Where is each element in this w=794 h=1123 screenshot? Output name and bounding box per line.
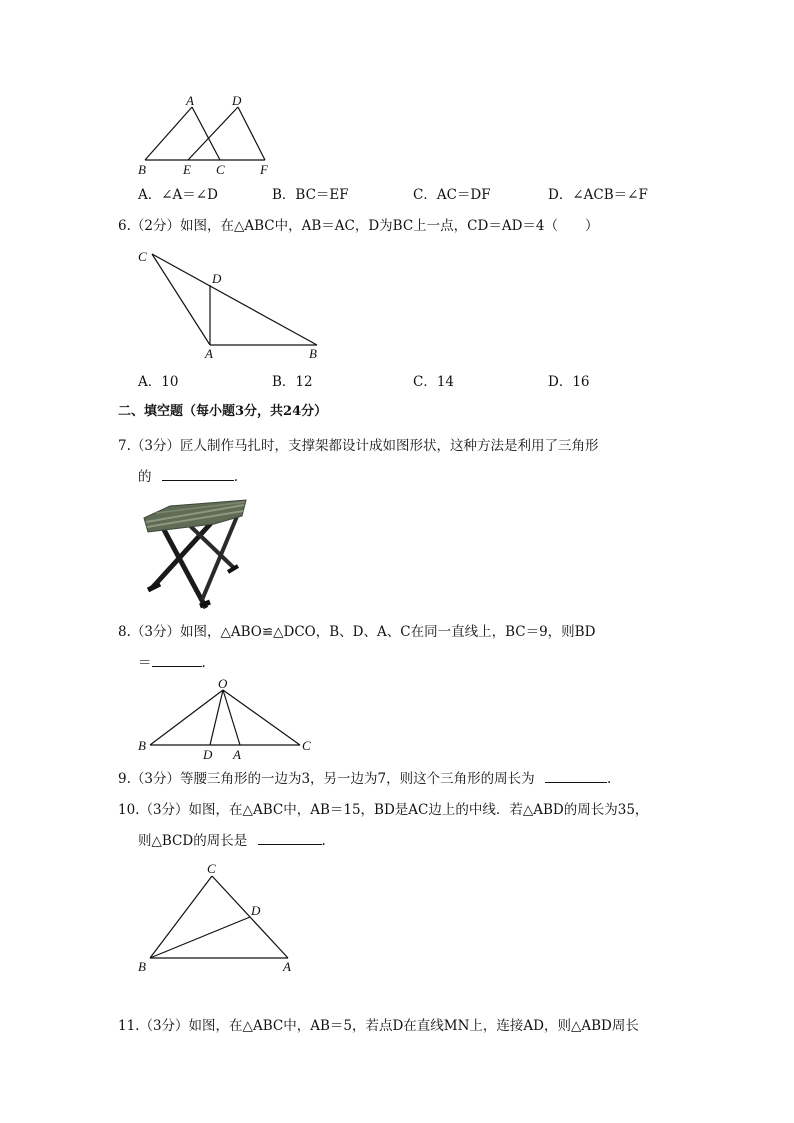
stool-leg-2	[152, 522, 212, 588]
q8-label-c: C	[302, 738, 311, 753]
q10-prefix: 则△BCD的周长是	[138, 833, 248, 849]
q5-line-df	[238, 107, 265, 160]
q5-label-d: D	[232, 93, 242, 108]
q10-question-line1: 10.（3分）如图，在△ABC中，AB＝15，BD是AC边上的中线．若△ABD的周长为35，	[118, 802, 649, 818]
q10-label-b: B	[138, 959, 146, 974]
q8-suffix: .	[201, 655, 206, 671]
q5-option-d: D．∠ACB＝∠F	[548, 187, 648, 203]
q7-suffix: .	[233, 469, 239, 485]
q7-prefix: 的	[138, 469, 152, 485]
q5-label-c: C	[216, 162, 225, 177]
q8-label-o: O	[218, 676, 228, 691]
q9-question	[118, 768, 611, 789]
q8-line-oc	[223, 690, 300, 745]
q5-line-de	[188, 107, 238, 160]
q11-question: 11.（3分）如图，在△ABC中，AB＝5，若点D在直线MN上，连接AD，则△ABD周长	[118, 1018, 639, 1034]
q5-option-a: A．∠A＝∠D	[138, 187, 218, 203]
q5-label-f: F	[260, 162, 268, 177]
q5-label-e: E	[183, 162, 191, 177]
q6-label-b: B	[309, 346, 317, 361]
q10-answer-blank[interactable]	[258, 830, 322, 845]
q6-line-cb	[152, 254, 317, 345]
q9-suffix: .	[606, 771, 612, 787]
q9-answer-blank[interactable]	[545, 768, 607, 783]
q10-label-d: D	[251, 903, 261, 918]
q6-figure	[130, 244, 330, 362]
stool-foot-3	[228, 566, 238, 572]
q6-option-c: C．14	[413, 374, 455, 390]
q8-figure	[130, 674, 320, 764]
q6-label-d: D	[212, 271, 222, 286]
q8-label-a: A	[233, 747, 241, 762]
q10-label-c: C	[207, 861, 216, 876]
q6-option-b: B．12	[272, 374, 313, 390]
q7-question-line2	[138, 466, 238, 487]
q10-suffix: .	[321, 833, 326, 849]
q6-line-ca	[152, 254, 210, 345]
q10-question-line2	[138, 830, 326, 851]
q8-label-d: D	[203, 747, 213, 762]
q5-option-c: C．AC＝DF	[413, 187, 491, 203]
stool-foot-1	[148, 584, 160, 590]
q6-label-c: C	[138, 249, 147, 264]
q8-question-line1: 8.（3分）如图，△ABO≌△DCO，B、D、A、C在同一直线上，BC＝9，则BD	[118, 624, 596, 640]
q8-prefix: ＝	[138, 655, 152, 671]
q5-label-a: A	[186, 93, 194, 108]
q5-line-ab	[145, 107, 192, 160]
q10-figure	[130, 858, 310, 976]
q5-option-b: B．BC＝EF	[272, 187, 349, 203]
q6-option-d: D．16	[548, 374, 590, 390]
q9-text: 9.（3分）等腰三角形的一边为3，另一边为7，则这个三角形的周长为	[118, 771, 535, 787]
q5-figure	[130, 92, 280, 180]
q7-answer-blank[interactable]	[162, 466, 234, 481]
q6-label-a: A	[205, 346, 213, 361]
section-fill-in-title: 二、填空题（每小题3分，共24分）	[118, 404, 328, 419]
q8-line-oa	[223, 690, 240, 745]
q6-option-a: A．10	[138, 374, 179, 390]
q10-label-a: A	[283, 959, 291, 974]
q8-question-line2	[138, 652, 206, 673]
q5-label-b: B	[138, 162, 146, 177]
q8-label-b: B	[138, 738, 146, 753]
q8-answer-blank[interactable]	[152, 652, 202, 667]
q6-question: 6.（2分）如图，在△ABC中，AB＝AC，D为BC上一点，CD＝AD＝4（ ）	[118, 218, 599, 234]
folding-stool-image	[140, 496, 250, 612]
q7-question-line1: 7.（3分）匠人制作马扎时，支撑架都设计成如图形状，这种方法是利用了三角形	[118, 438, 599, 454]
